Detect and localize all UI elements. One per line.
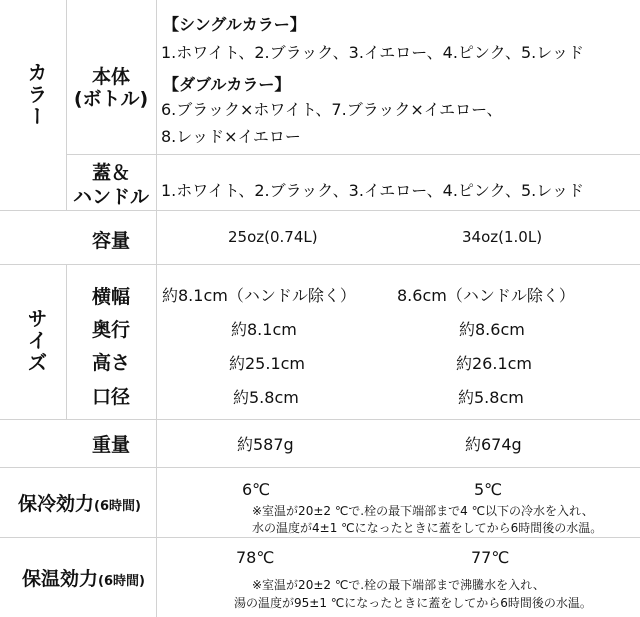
size-height-label: 高さ [91,352,130,374]
cold-retention-label [18,489,141,516]
size-depth-label: 奥行 [91,319,130,341]
warm-value-a: 78℃ [236,548,275,567]
capacity-value-34oz: 34oz(1.0L) [462,228,543,246]
divider [66,154,640,155]
divider [0,537,640,538]
cold-note-line2: 水の温度が4±1 ℃になったときに蓋をしてから6時間後の水温。 [252,521,603,535]
warm-retention-label-sub: (6時間) [98,574,145,589]
divider [0,210,640,211]
warm-retention-label [22,564,145,591]
lid-color-values: 1.ホワイト、2.ブラック、3.イエロー、4.ピンク、5.レッド [161,181,585,200]
size-width-label: 横幅 [91,286,130,308]
size-mouth-label: 口径 [91,386,130,408]
warm-value-b: 77℃ [471,548,510,567]
double-color-values-line1: 6.ブラック×ホワイト、7.ブラック×イエロー、 [161,100,503,119]
lid-label: 蓋＆ [91,162,130,184]
cold-value-b: 5℃ [474,480,503,499]
warm-note-line2: 湯の温度が95±1 ℃になったときに蓋をしてから6時間後の水温。 [234,596,592,610]
size-width-value-a: 約8.1cm（ハンドル除く） [162,286,356,305]
handle-label: ハンドル [72,186,149,208]
divider [0,264,640,265]
divider [156,0,157,617]
lid-handle-label [66,161,156,209]
divider [0,419,640,420]
size-width-value-b: 8.6cm（ハンドル除く） [397,286,575,305]
size-label: サイズ [24,308,48,374]
bottle-label: (ボトル) [73,88,149,110]
size-mouth-value-a: 約5.8cm [233,388,299,407]
body-bottle-label [66,66,156,110]
cold-value-a: 6℃ [242,480,271,499]
capacity-value-25oz: 25oz(0.74L) [228,228,318,246]
capacity-label: 容量 [91,230,130,252]
size-depth-value-a: 約8.1cm [231,320,297,339]
cold-note-line1: ※室温が20±2 ℃で.栓の最下端部まで4 ℃以下の冷水を入れ、 [252,504,594,518]
double-color-header: 【ダブルカラー】 [163,75,291,94]
divider [0,467,640,468]
double-color-values-line2: 8.レッド×イエロー [161,127,301,146]
color-label: カラー [24,62,48,128]
size-depth-value-b: 約8.6cm [459,320,525,339]
weight-value-b: 約674g [465,435,522,454]
body-label: 本体 [91,66,130,88]
size-height-value-a: 約25.1cm [229,354,306,373]
size-mouth-value-b: 約5.8cm [458,388,524,407]
warm-retention-label-main: 保温効力 [22,568,99,590]
weight-value-a: 約587g [237,435,294,454]
weight-label: 重量 [91,434,130,456]
cold-retention-label-sub: (6時間) [94,499,141,514]
warm-note-line1: ※室温が20±2 ℃で.栓の最下端部まで沸騰水を入れ、 [252,578,545,592]
size-height-value-b: 約26.1cm [456,354,533,373]
single-color-header: 【シングルカラー】 [163,15,306,34]
cold-retention-label-main: 保冷効力 [18,493,95,515]
single-color-values: 1.ホワイト、2.ブラック、3.イエロー、4.ピンク、5.レッド [161,43,585,62]
